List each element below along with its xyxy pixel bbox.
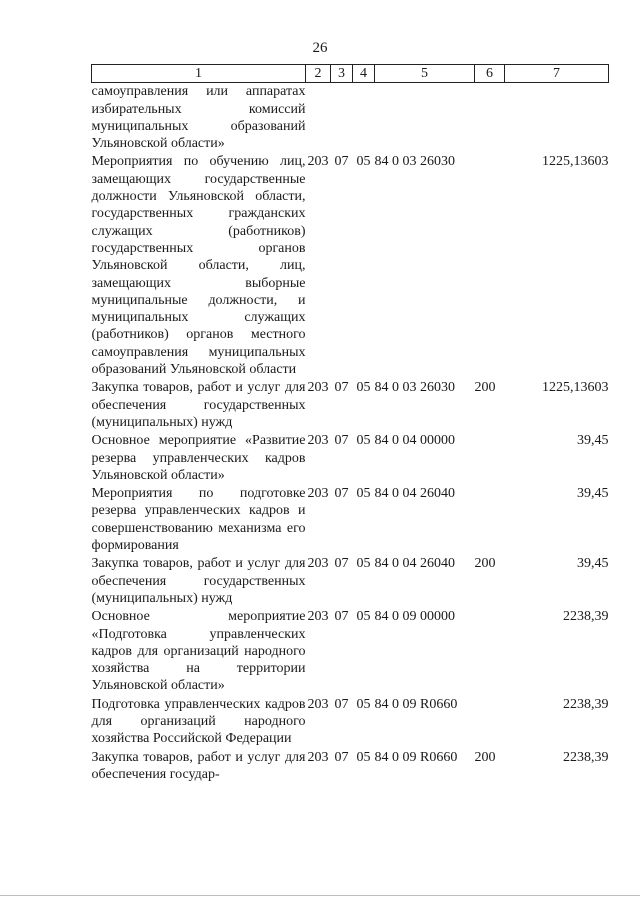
row-subsection: 05 (356, 696, 371, 712)
row-target-article: 84 0 03 26030 (374, 380, 455, 396)
row-expense-type (475, 432, 505, 485)
row-ministry-code (306, 83, 331, 154)
row-name: Основное мероприятие «Развитие резерва управленческих кадров Ульяновской области» (91, 433, 306, 483)
table-row (92, 749, 609, 785)
row-section (331, 83, 353, 154)
row-name: самоуправления или аппаратах избирательных комиссий муниципальных образований Ульяновской области» (91, 84, 306, 152)
row-expense-type (475, 608, 505, 695)
row-subsection: 05 (356, 609, 371, 625)
row-subsection: 05 (356, 154, 371, 170)
row-name: Закупка товаров, работ и услуг для обеспечения государ- (91, 749, 306, 782)
row-name: Закупка товаров, работ и услуг для обеспечения государственных (муниципальных) нужд (91, 556, 306, 606)
table-row (92, 608, 609, 695)
row-section: 07 (334, 556, 349, 572)
row-section: 07 (334, 380, 349, 396)
row-target-article: 84 0 09 00000 (374, 609, 455, 625)
table-row (92, 153, 609, 379)
row-section: 07 (334, 696, 349, 712)
table-row (92, 379, 609, 432)
row-ministry-code: 203 (307, 749, 329, 765)
row-ministry-code: 203 (307, 380, 329, 396)
row-ministry-code: 203 (307, 433, 329, 449)
table-row (92, 696, 609, 749)
row-expense-type: 200 (474, 749, 496, 765)
row-expense-type: 200 (474, 556, 496, 572)
col-header-2: 2 (306, 65, 331, 83)
row-section: 07 (334, 486, 349, 502)
row-amount: 2238,39 (563, 696, 609, 712)
row-subsection: 05 (356, 486, 371, 502)
row-expense-type (475, 696, 505, 749)
row-name: Закупка товаров, работ и услуг для обеспечения государственных (муниципальных) нужд (91, 380, 306, 430)
row-section: 07 (334, 749, 349, 765)
col-header-7: 7 (505, 65, 609, 83)
row-target-article: 84 0 04 00000 (374, 433, 455, 449)
row-target-article: 84 0 09 R0660 (374, 696, 458, 712)
row-expense-type (475, 485, 505, 555)
row-target-article: 84 0 04 26040 (374, 486, 455, 502)
row-name: Мероприятия по подготовке резерва управленческих кадров и совершенствованию механизма его формирования (91, 486, 306, 554)
table-row (92, 485, 609, 555)
row-expense-type (475, 83, 505, 154)
row-name: Подготовка управленческих кадров для организаций народного хозяйства Российской Федерации (91, 696, 306, 747)
table-row (92, 83, 609, 154)
row-name: Мероприятия по обучению лиц, замещающих государственные должности Ульяновской области, государственных гражданских служащих (работников) государственных органов Ульяновской области, лиц, замещающих выборные муниципальные должности, и муниципальных служащих (работников) органов местного самоуправления муниципальных образований Ульяновской области (91, 154, 306, 378)
col-header-6: 6 (475, 65, 505, 83)
row-amount: 2238,39 (563, 609, 609, 625)
row-expense-type: 200 (474, 380, 496, 396)
row-amount: 1225,13603 (542, 380, 609, 396)
row-subsection: 05 (356, 433, 371, 449)
table-row (92, 432, 609, 485)
row-subsection: 05 (356, 380, 371, 396)
row-section: 07 (334, 154, 349, 170)
row-section: 07 (334, 433, 349, 449)
row-amount (505, 83, 609, 154)
row-expense-type (475, 153, 505, 379)
row-target-article (375, 83, 475, 154)
row-ministry-code: 203 (307, 696, 329, 712)
row-section: 07 (334, 609, 349, 625)
row-amount: 39,45 (577, 556, 609, 572)
page-number: 26 (312, 40, 328, 56)
row-subsection: 05 (356, 556, 371, 572)
row-ministry-code: 203 (307, 486, 329, 502)
row-target-article: 84 0 04 26040 (374, 556, 455, 572)
row-ministry-code: 203 (307, 609, 329, 625)
row-target-article: 84 0 09 R0660 (374, 749, 458, 765)
header-row (92, 65, 609, 83)
row-subsection (353, 83, 375, 154)
row-amount: 39,45 (577, 433, 609, 449)
table-row (92, 555, 609, 608)
col-header-1: 1 (92, 65, 306, 83)
row-amount: 39,45 (577, 486, 609, 502)
col-header-5: 5 (375, 65, 475, 83)
row-amount: 2238,39 (563, 749, 609, 765)
col-header-4: 4 (353, 65, 375, 83)
row-subsection: 05 (356, 749, 371, 765)
row-target-article: 84 0 03 26030 (374, 154, 455, 170)
row-ministry-code: 203 (307, 154, 329, 170)
scan-edge-line (0, 895, 640, 896)
budget-table (91, 64, 609, 784)
row-name: Основное мероприятие «Подготовка управленческих кадров для организаций народного хозяйства на территории Ульяновской области» (91, 609, 306, 694)
row-amount: 1225,13603 (542, 154, 609, 170)
row-ministry-code: 203 (307, 556, 329, 572)
col-header-3: 3 (331, 65, 353, 83)
